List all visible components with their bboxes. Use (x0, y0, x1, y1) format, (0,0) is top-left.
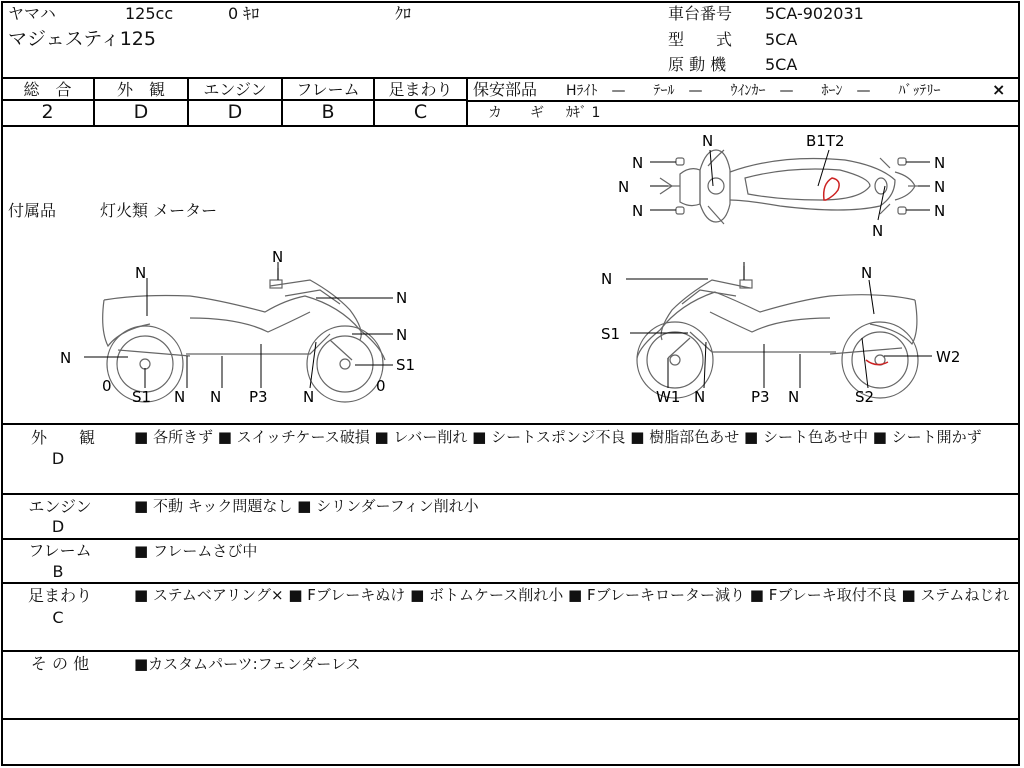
type-value: 5CA (765, 30, 798, 49)
grade-overall-value: 2 (41, 101, 54, 123)
diagram-label: B1T2 (806, 132, 845, 150)
engine-label: 原 動 機 (668, 55, 727, 74)
divider (2, 650, 1019, 652)
diagram-label: S1 (601, 325, 621, 343)
diagram-label: N (702, 132, 714, 150)
grade-frame-label: フレーム (296, 80, 360, 99)
diagram-label: N (934, 202, 946, 220)
diagram-label: N (60, 349, 72, 367)
divider (466, 100, 1019, 102)
grade-suspension-value: C (413, 101, 428, 123)
diagram-label: N (174, 388, 186, 406)
diagram-label: N (601, 270, 613, 288)
remark-title-frame: フレーム (28, 541, 92, 560)
safety-parts-items: Hﾗｲﾄ — ﾃｰﾙ — ｳｲﾝｶｰ — ﾎｰﾝ — ﾊﾞｯﾃﾘｰ (566, 83, 941, 99)
grade-overall-label: 総 合 (23, 80, 72, 99)
type-label: 型 式 (668, 30, 733, 49)
inspection-diagram (0, 126, 1020, 422)
battery-status-mark: × (992, 80, 1006, 99)
remark-title-engine: エンジン (28, 497, 92, 516)
remark-text-frame: ■ フレームさび中 (134, 542, 258, 560)
diagram-label: N (210, 388, 222, 406)
remark-grade-suspension: C (52, 608, 64, 627)
damage-mark (824, 178, 839, 200)
engine-value: 5CA (765, 55, 798, 74)
maker: ヤマハ (8, 4, 56, 23)
diagram-label: N (788, 388, 800, 406)
diagram-label: 0 (376, 377, 386, 395)
mileage: 0 ｷﾛ (228, 4, 260, 23)
diagram-label: N (934, 154, 946, 172)
safety-parts-label: 保安部品 (473, 80, 538, 99)
divider (2, 423, 1019, 425)
remark-title-suspension: 足まわり (27, 586, 92, 605)
diagram-label: N (632, 202, 644, 220)
model-name: マジェスティ125 (8, 28, 156, 50)
key-label: カ ギ (488, 105, 544, 121)
diagram-label: N (632, 154, 644, 172)
color: ｸﾛ (395, 4, 412, 23)
key-value: ｶｷﾞ 1 (566, 105, 601, 121)
diagram-label: N (396, 326, 408, 344)
diagram-label: N (872, 222, 884, 240)
displacement: 125cc (125, 4, 174, 23)
diagram-label: W2 (936, 348, 961, 366)
diagram-label: W1 (656, 388, 681, 406)
remark-title-appearance: 外 観 (30, 428, 95, 447)
remark-grade-engine: D (51, 517, 65, 536)
diagram-label: S1 (132, 388, 152, 406)
diagram-label: N (618, 178, 630, 196)
remark-grade-frame: B (52, 562, 64, 581)
remark-title-other: そ の 他 (30, 654, 90, 673)
accessories-label: 付属品 (8, 201, 57, 220)
diagram-label: N (934, 178, 946, 196)
divider (2, 77, 1019, 79)
diagram-label: P3 (751, 388, 770, 406)
grade-appearance-value: D (133, 101, 149, 123)
diagram-label: N (272, 248, 284, 266)
diagram-label: N (861, 264, 873, 282)
diagram-label: N (694, 388, 706, 406)
frame-number-value: 5CA-902031 (765, 4, 864, 23)
divider (2, 718, 1019, 720)
right-side-view-scooter (637, 266, 918, 398)
diagram-label: N (303, 388, 315, 406)
grade-frame-value: B (321, 101, 335, 123)
remark-text-appearance: ■ 各所きず ■ スイッチケース破損 ■ レバー削れ ■ シートスポンジ不良 ■ 樹脂部色あせ ■ シート色あせ中 ■ シート開かず (134, 428, 982, 446)
remark-grade-appearance: D (51, 449, 65, 468)
grade-suspension-label: 足まわり (388, 80, 453, 99)
grade-engine-value: D (227, 101, 243, 123)
accessories-value: 灯火類 メーター (100, 201, 218, 220)
grade-engine-label: エンジン (203, 80, 267, 99)
diagram-label: S2 (855, 388, 875, 406)
diagram-label: P3 (249, 388, 268, 406)
remark-text-other: ■カスタムパーツ:フェンダーレス (134, 655, 361, 673)
remark-text-suspension: ■ ステムベアリング× ■ Fブレーキぬけ ■ ボトムケース削れ小 ■ Fブレーキローター減り ■ Fブレーキ取付不良 ■ ステムねじれ (134, 586, 1010, 604)
grade-appearance-label: 外 観 (116, 80, 165, 99)
remark-text-engine: ■ 不動 キック問題なし ■ シリンダーフィン削れ小 (134, 497, 479, 515)
diagram-label: N (396, 289, 408, 307)
frame-number-label: 車台番号 (668, 4, 733, 23)
diagram-label: N (135, 264, 147, 282)
diagram-label: 0 (102, 377, 112, 395)
diagram-label: S1 (396, 356, 416, 374)
